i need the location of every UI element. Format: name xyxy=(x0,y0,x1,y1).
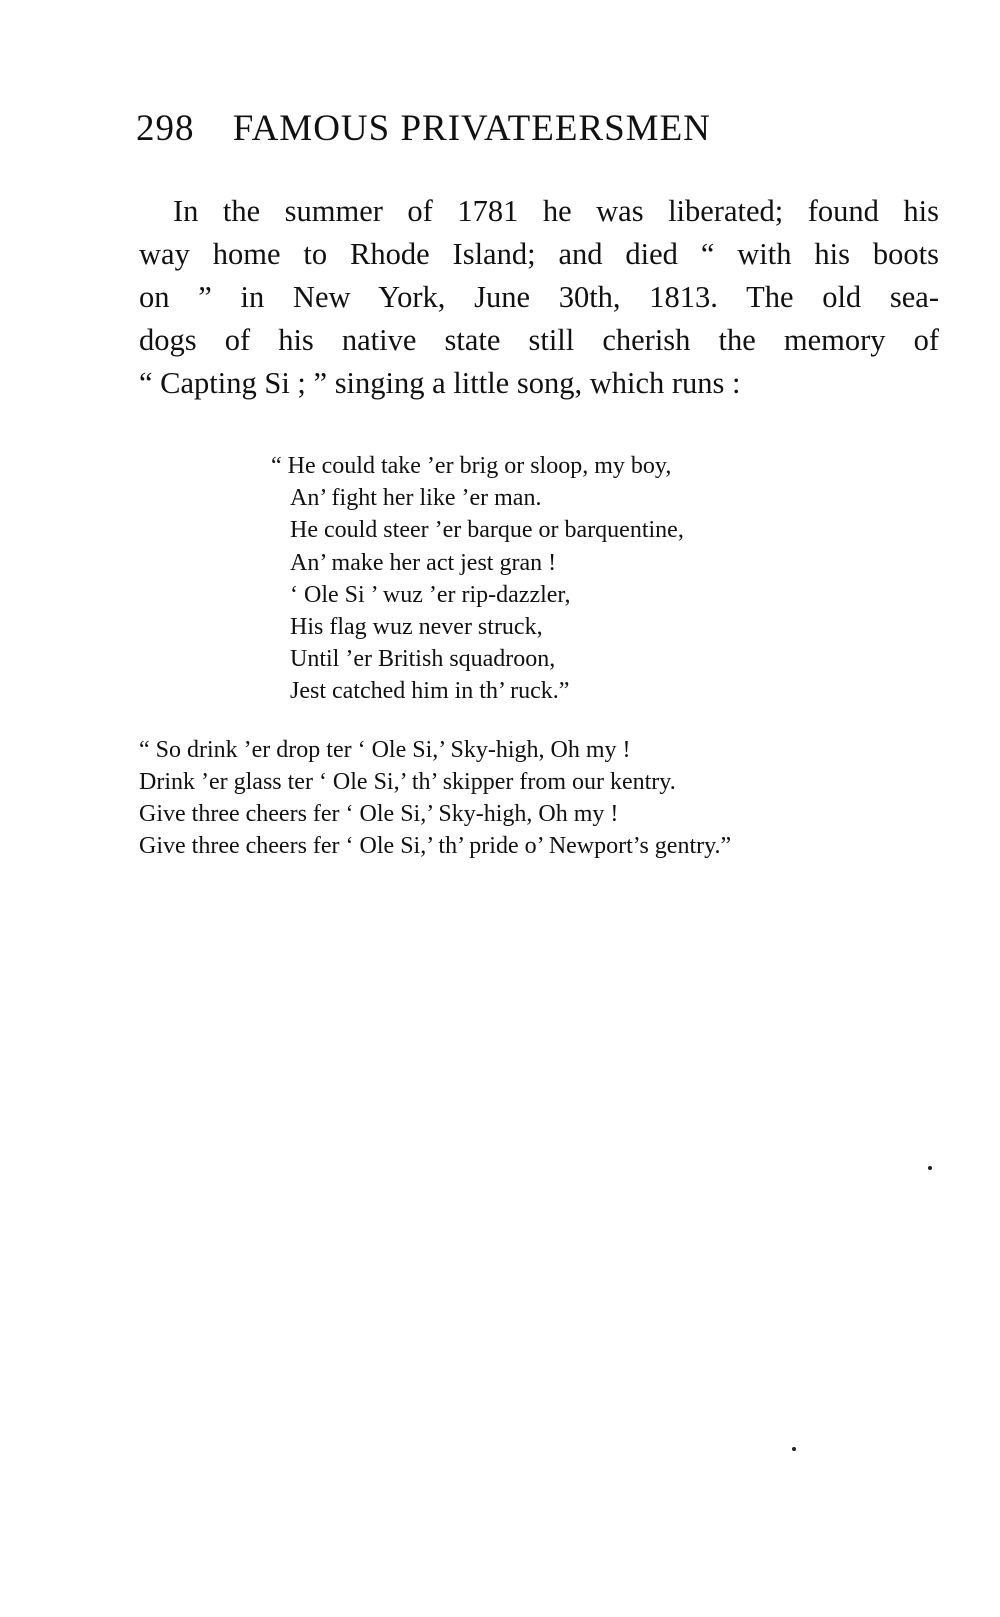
prose-line: way home to Rhode Island; and died “ with his boots xyxy=(139,237,939,271)
prose-line: dogs of his native state still cherish the memory of xyxy=(139,323,939,357)
prose-line: on ” in New York, June 30th, 1813. The old sea- xyxy=(139,280,939,314)
page-number: 298 xyxy=(136,108,195,149)
verse-line: Until ’er British squadroon, xyxy=(290,646,556,673)
verse-line: “ He could take ’er brig or sloop, my boy, xyxy=(271,453,672,479)
book-title: FAMOUS PRIVATEERSMEN xyxy=(232,108,711,149)
verse-line: An’ fight her like ’er man. xyxy=(290,485,542,512)
verse-line: ‘ Ole Si ’ wuz ’er rip-dazzler, xyxy=(290,581,571,608)
chorus-line: Give three cheers fer ‘ Ole Si,’ Sky-high, Oh my ! xyxy=(139,801,619,827)
prose-line: In the summer of 1781 he was liberated; found his xyxy=(173,194,939,228)
running-head xyxy=(136,104,836,154)
verse-line: His flag wuz never struck, xyxy=(290,614,543,641)
scan-speck xyxy=(928,1166,932,1170)
scan-speck xyxy=(792,1447,796,1451)
song-chorus xyxy=(139,734,731,862)
prose-line: “ Capting Si ; ” singing a little song, which runs : xyxy=(139,366,741,400)
chorus-line: Drink ’er glass ter ‘ Ole Si,’ th’ skipper from our kentry. xyxy=(139,769,676,795)
verse-line: Jest catched him in th’ ruck.” xyxy=(290,678,570,705)
verse-line: He could steer ’er barque or barquentine, xyxy=(290,517,684,544)
chorus-line: Give three cheers fer ‘ Ole Si,’ th’ pride o’ Newport’s gentry.” xyxy=(139,833,732,859)
chorus-line: “ So drink ’er drop ter ‘ Ole Si,’ Sky-high, Oh my ! xyxy=(139,737,631,763)
song-verse xyxy=(271,450,684,708)
prose-paragraph xyxy=(139,190,939,405)
verse-line: An’ make her act jest gran ! xyxy=(290,549,557,576)
